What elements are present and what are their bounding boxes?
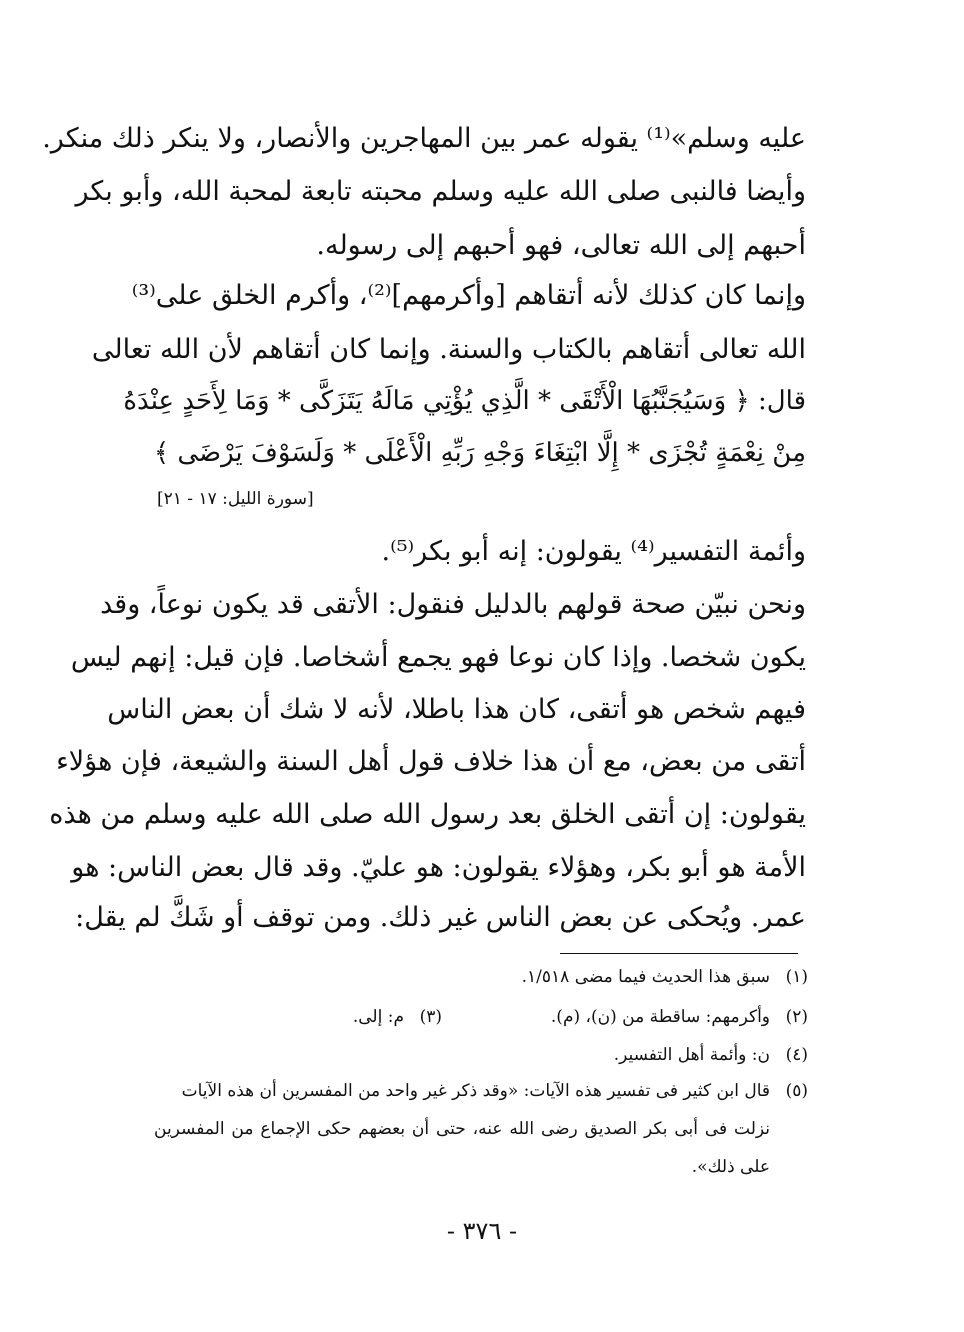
- text-line-13: عمر. ويُحكى عن بعض الناس غير ذلك. ومن توقف أو شَكَّ لم يقل:: [75, 902, 806, 933]
- text-line-10: أتقى من بعض، مع أن هذا خلاف قول أهل السنة والشيعة، فإن هؤلاء: [56, 746, 806, 777]
- quran-verse-line-1: قال: ﴿ وَسَيُجَنَّبُهَا الْأَتْقَى * الَّذِي يُؤْتِي مَالَهُ يَتَزَكَّى * وَمَا لِأَحَدٍ عِنْدَهُ: [123, 386, 806, 416]
- text-line-1: عليه وسلم»⁽¹⁾ يقوله عمر بين المهاجرين والأنصار، ولا ينكر ذلك منكر.: [42, 123, 806, 154]
- page-number: - ٣٧٦ -: [446, 1217, 518, 1245]
- footnote-text: سبق هذا الحديث فيما مضى ١/٥١٨.: [521, 967, 770, 987]
- footnote-text: م: إلى.: [352, 1007, 404, 1027]
- text-line-8: يكون شخصا. وإذا كان نوعا فهو يجمع أشخاصا. فإن قيل: إنهم ليس: [70, 642, 806, 673]
- footnote-3: [353, 1002, 442, 1032]
- footnote-text: ن: وأئمة أهل التفسير.: [613, 1045, 770, 1065]
- text-line-11: يقولون: إن أتقى الخلق بعد رسول الله صلى الله عليه وسلم من هذه: [49, 799, 806, 830]
- text-line-9: فيهم شخص هو أتقى، كان هذا باطلا، لأنه لا شك أن بعض الناس: [107, 694, 806, 725]
- footnote-text: وأكرمهم: ساقطة من (ن)، (م).: [550, 1007, 770, 1027]
- quran-verse-line-2: مِنْ نِعْمَةٍ تُجْزَى * إِلَّا ابْتِغَاءَ وَجْهِ رَبِّهِ الْأَعْلَى * وَلَسَوْفَ يَرْضَى ﴾: [153, 438, 806, 468]
- text-line-2: وأيضا فالنبى صلى الله عليه وسلم محبته تابعة لمحبة الله، وأبو بكر: [75, 176, 806, 207]
- footnote-4: [152, 1040, 808, 1070]
- surah-reference: [سورة الليل: ١٧ - ٢١]: [157, 489, 314, 509]
- footnote-number: (٤): [785, 1045, 808, 1065]
- footnote-5: [152, 1076, 808, 1106]
- footnote-1: [152, 962, 808, 992]
- text-line-12: الأمة هو أبو بكر، وهؤلاء يقولون: هو عليّ. وقد قال بعض الناس: هو: [71, 852, 806, 883]
- text-line-6: وأئمة التفسير⁽⁴⁾ يقولون: إنه أبو بكر⁽⁵⁾.: [381, 536, 806, 567]
- text-line-5: الله تعالى أتقاهم بالكتاب والسنة. وإنما كان أتقاهم لأن الله تعالى: [91, 334, 806, 365]
- footnote-number: (٣): [419, 1007, 442, 1027]
- footnote-5-continuation: نزلت فى أبى بكر الصديق رضى الله عنه، حتى أن بعضهم حكى الإجماع من المفسرين: [154, 1119, 770, 1139]
- footnote-text: قال ابن كثير فى تفسير هذه الآيات: «وقد ذكر غير واحد من المفسرين أن هذه الآيات: [181, 1081, 770, 1101]
- footnote-separator: [560, 953, 798, 954]
- text-line-4: وإنما كان كذلك لأنه أتقاهم [وأكرمهم]⁽²⁾، وأكرم الخلق على⁽³⁾: [131, 280, 806, 311]
- footnote-5-continuation-end: على ذلك».: [691, 1157, 770, 1177]
- footnote-number: (١): [785, 967, 808, 987]
- text-line-3: أحبهم إلى الله تعالى، فهو أحبهم إلى رسوله.: [316, 230, 806, 261]
- footnote-number: (٥): [785, 1081, 808, 1101]
- text-line-7: ونحن نبيّن صحة قولهم بالدليل فنقول: الأتقى قد يكون نوعاً، وقد: [100, 589, 806, 620]
- footnote-2: [152, 1002, 808, 1032]
- footnote-number: (٢): [785, 1007, 808, 1027]
